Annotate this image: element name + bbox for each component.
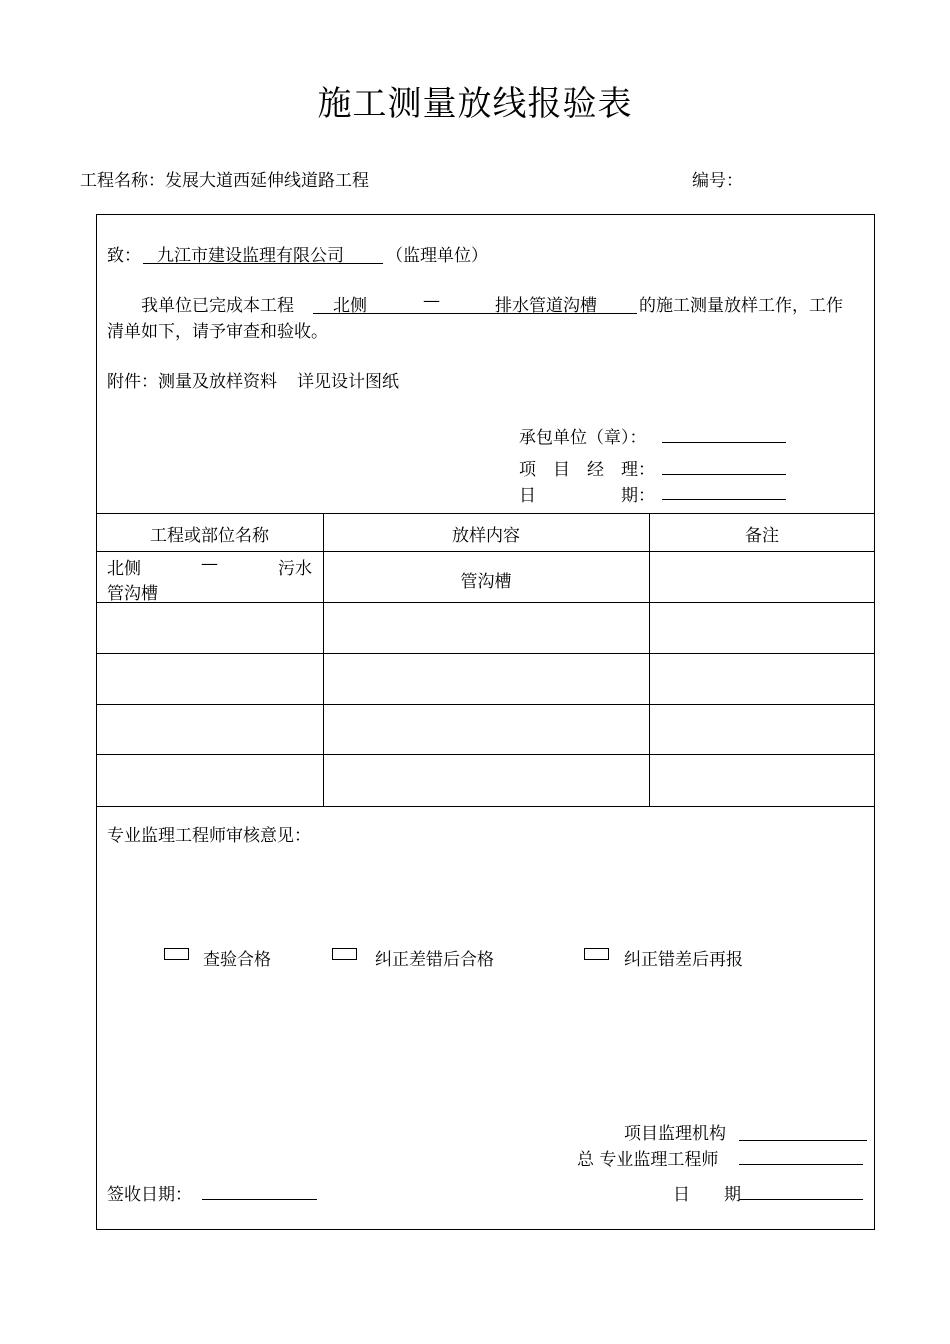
project-name-row	[80, 166, 369, 191]
option-checkbox-corrected[interactable]	[332, 948, 357, 960]
column-header-name: 工程或部位名称	[150, 526, 269, 546]
addressee-name: 九江市建设监理有限公司	[157, 246, 344, 266]
table-cell-name: 管沟槽	[107, 584, 158, 604]
table-cell-name: 污水	[278, 559, 312, 579]
supervision-org-line	[739, 1140, 867, 1141]
table-cell-name: —	[201, 554, 218, 574]
table-column-divider	[649, 513, 650, 806]
contractor-date-line	[662, 499, 786, 500]
body-lead: 我单位已完成本工程	[141, 296, 294, 316]
table-row-border	[96, 602, 875, 603]
contractor-unit-line	[662, 442, 786, 443]
chief-engineer-label: 总 专业监理工程师	[577, 1150, 719, 1170]
body-part1: 北侧	[333, 296, 367, 316]
attachment-item2: 详见设计图纸	[297, 372, 399, 392]
column-header-content: 放样内容	[452, 526, 520, 546]
table-cell-name: 北侧	[107, 559, 141, 579]
body-line2: 清单如下，请予审查和验收。	[107, 322, 328, 342]
table-row-border	[96, 704, 875, 705]
attachment-row	[107, 367, 399, 392]
table-column-divider	[323, 513, 324, 806]
addressee-underline	[143, 263, 383, 264]
body-underline	[313, 313, 637, 314]
contractor-unit-label: 承包单位（章）：	[519, 428, 647, 448]
receipt-date-line	[202, 1199, 317, 1200]
option-label-pass: 查验合格	[203, 950, 271, 970]
supervision-org-label: 项目监理机构	[624, 1124, 726, 1144]
review-date-label: 日 期	[673, 1185, 741, 1205]
receipt-date-label: 签收日期：	[107, 1185, 192, 1205]
table-bottom-border	[96, 806, 875, 807]
option-checkbox-resubmit[interactable]	[584, 948, 609, 960]
project-name-label: 工程名称：	[80, 171, 165, 191]
review-label: 专业监理工程师审核意见：	[107, 826, 311, 846]
project-manager-line	[662, 474, 786, 475]
addressee-prefix: 致：	[107, 246, 141, 266]
contractor-date-label: 日 期：	[519, 486, 655, 506]
table-cell-content: 管沟槽	[460, 572, 512, 592]
project-manager-label: 项 目 经 理：	[519, 460, 655, 480]
body-after: 的施工测量放样工作，工作	[639, 296, 843, 316]
number-label: 编号：	[692, 171, 743, 191]
chief-engineer-line	[739, 1164, 863, 1165]
body-dash: —	[423, 291, 440, 311]
addressee-suffix: （监理单位）	[386, 246, 488, 266]
table-header-border	[96, 551, 875, 552]
table-top-border	[96, 513, 875, 514]
column-header-note: 备注	[745, 526, 779, 546]
attachment-label: 附件：	[107, 372, 158, 392]
review-date-line	[739, 1199, 863, 1200]
project-name: 发展大道西延伸线道路工程	[165, 171, 369, 191]
option-label-corrected: 纠正差错后合格	[375, 950, 494, 970]
page-title: 施工测量放线报验表	[317, 84, 633, 124]
table-row-border	[96, 653, 875, 654]
table-row-border	[96, 754, 875, 755]
attachment-item1: 测量及放样资料	[158, 372, 277, 392]
option-label-resubmit: 纠正错差后再报	[624, 950, 743, 970]
option-checkbox-pass[interactable]	[164, 948, 189, 960]
body-part2: 排水管道沟槽	[495, 296, 597, 316]
